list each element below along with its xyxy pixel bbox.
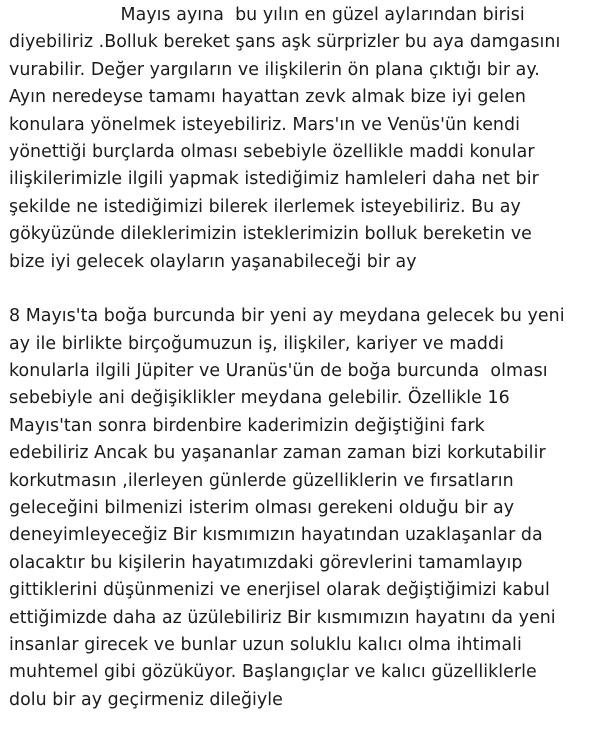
text-line: ay ile birlikte birçoğumuzun iş, ilişkiler, kariyer ve maddi bbox=[9, 333, 504, 354]
text-line: geleceğini bilmenizi isterim olması gerekeni olduğu bir ay bbox=[9, 498, 515, 519]
text-line: Mayıs ayına bu yılın en güzel aylarından birisi bbox=[9, 5, 525, 25]
text-line: vurabilir. Değer yargıların ve ilişkilerin ön plana çıktığı bir ay. bbox=[9, 59, 540, 80]
document-body bbox=[9, 2, 595, 714]
text-line: yönettiği burçlarda olması sebebiyle özellikle maddi konular bbox=[9, 141, 535, 162]
text-line: muhtemel gibi gözüküyor. Başlangıçlar ve kalıcı güzelliklerle bbox=[9, 662, 537, 683]
text-line: olacaktır bu kişilerin hayatımızdaki görevlerini tamamlayıp bbox=[9, 552, 523, 573]
text-line: dolu bir ay geçirmeniz dileğiyle bbox=[9, 689, 283, 710]
text-line: gökyüzünde dileklerimizin isteklerimizin bolluk bereketin ve bbox=[9, 224, 532, 245]
text-line: konulara yönelmek isteyebiliriz. Mars'ın ve Venüs'ün kendi bbox=[9, 114, 520, 135]
paragraph-1 bbox=[9, 2, 595, 276]
text-line: Ayın neredeyse tamamı hayattan zevk almak bize iyi gelen bbox=[9, 87, 526, 108]
text-line: sebebiyle ani değişiklikler meydana gelebilir. Özellikle 16 bbox=[9, 388, 510, 409]
paragraph-spacer bbox=[9, 276, 595, 303]
text-line: deneyimleyeceğiz Bir kısmımızın hayatından uzaklaşanlar da bbox=[9, 525, 543, 546]
text-line: konularla ilgili Jüpiter ve Uranüs'ün de boğa burcunda olması bbox=[9, 361, 548, 382]
text-line: şekilde ne istediğimizi bilerek ilerlemek isteyebiliriz. Bu ay bbox=[9, 196, 521, 217]
text-line: ettiğimizde daha az üzülebiliriz Bir kısmımızın hayatını da yeni bbox=[9, 607, 556, 628]
text-line: diyebiliriz .Bolluk bereket şans aşk sürprizler bu aya damgasını bbox=[9, 32, 561, 53]
text-line: korkutmasın ,ilerleyen günlerde güzelliklerin ve fırsatların bbox=[9, 470, 514, 491]
paragraph-2 bbox=[9, 303, 595, 714]
text-line: edebiliriz Ancak bu yaşananlar zaman zaman bizi korkutabilir bbox=[9, 443, 546, 464]
text-line: Mayıs'tan sonra birdenbire kaderimizin değiştiğini fark bbox=[9, 415, 485, 436]
text-line: insanlar girecek ve bunlar uzun soluklu kalıcı olma ihtimali bbox=[9, 634, 522, 655]
text-line: 8 Mayıs'ta boğa burcunda bir yeni ay meydana gelecek bu yeni bbox=[9, 306, 565, 327]
text-line: gittiklerini düşünmenizi ve enerjisel olarak değiştiğimizi kabul bbox=[9, 580, 550, 601]
text-line: bize iyi gelecek olayların yaşanabileceği bir ay bbox=[9, 251, 417, 272]
text-line: ilişkilerimizle ilgili yapmak istediğimiz hamleleri daha net bir bbox=[9, 169, 539, 190]
